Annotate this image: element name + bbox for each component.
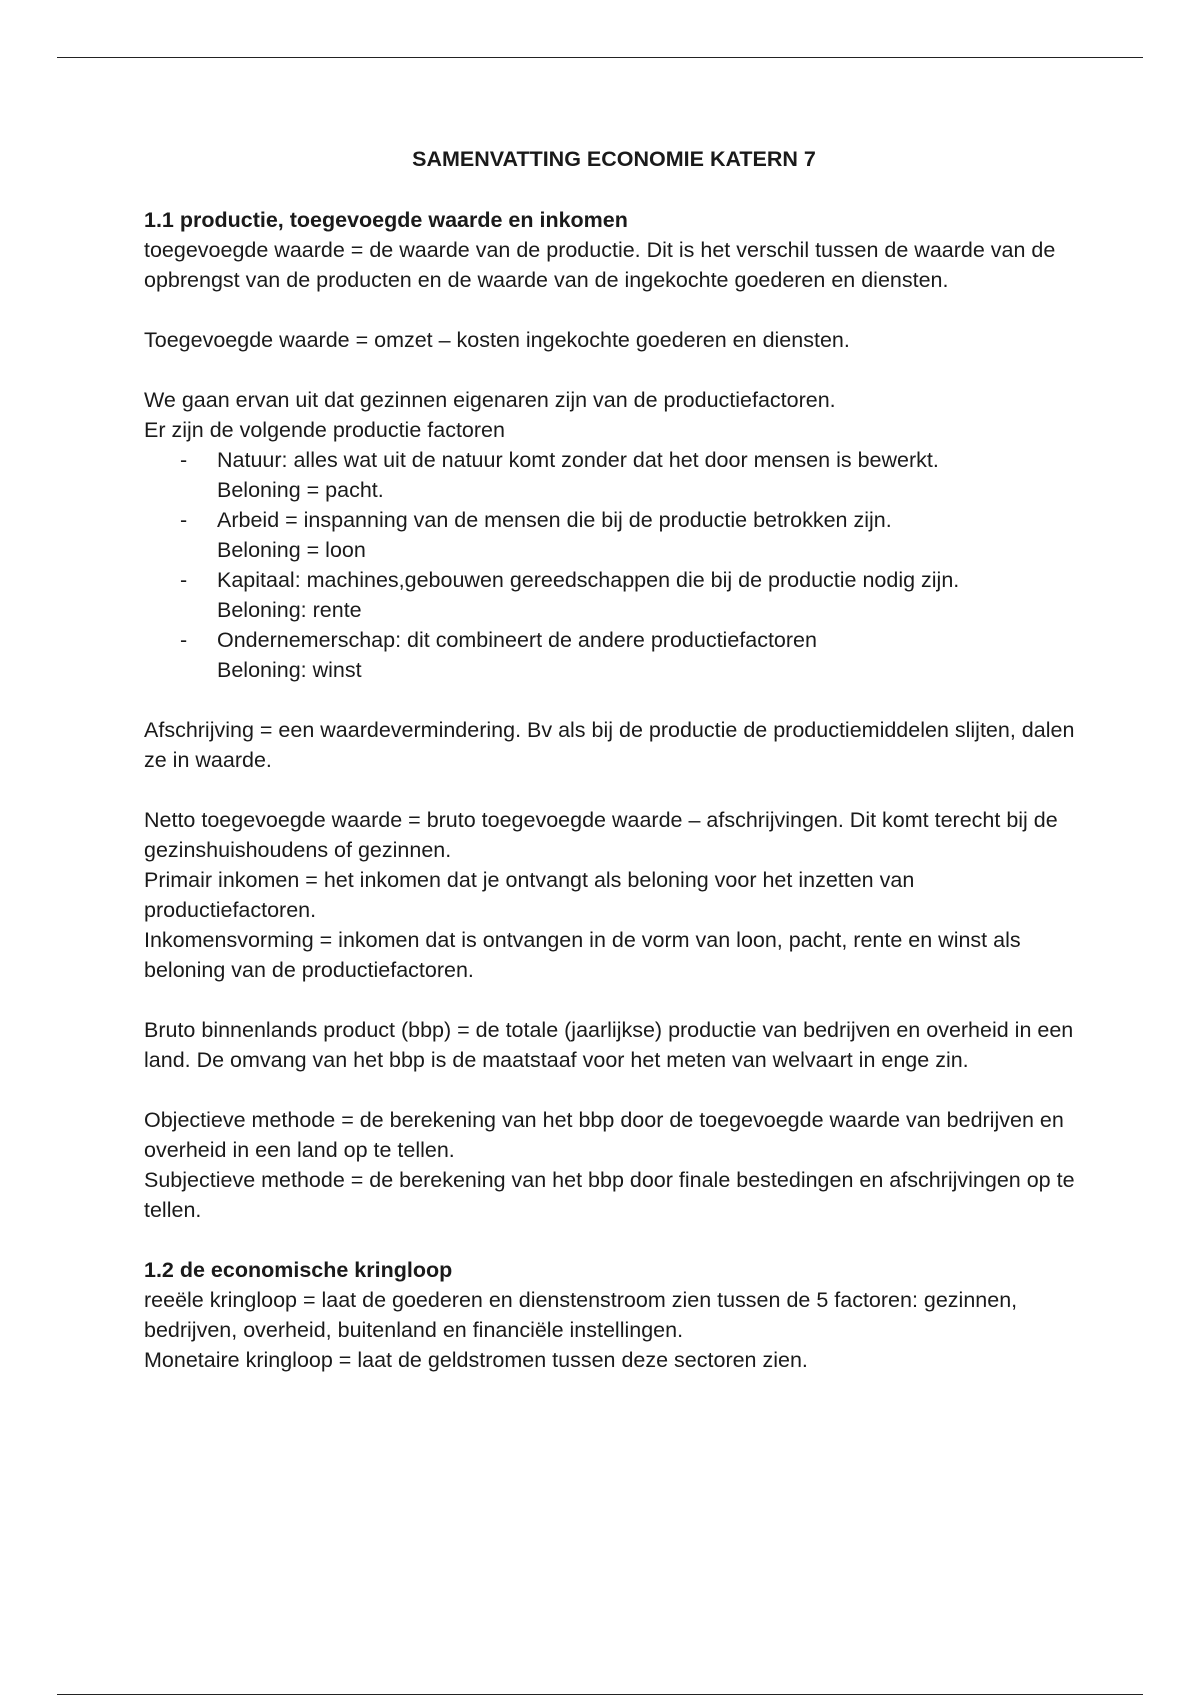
document-title: SAMENVATTING ECONOMIE KATERN 7 [412,147,816,171]
paragraph-toegevoegde-waarde: toegevoegde waarde = de waarde van de productie. Dit is het verschil tussen de waarde van de opbrengst van de producten en de waarde van de ingekochte goederen en diensten. [144,238,1056,292]
paragraph-formula: Toegevoegde waarde = omzet – kosten ingekochte goederen en diensten. [144,328,850,352]
paragraph-gezinnen: We gaan ervan uit dat gezinnen eigenaren zijn van de productiefactoren. [144,388,836,412]
bullet-dash: - [180,508,188,532]
footer-rule [57,1694,1143,1695]
paragraph-objectieve-methode: Objectieve methode = de berekening van het bbp door de toegevoegde waarde van bedrijven en overheid in een land op te tellen. [144,1108,1064,1162]
paragraph-netto-toegevoegde-waarde: Netto toegevoegde waarde = bruto toegevoegde waarde – afschrijvingen. Dit komt terecht bij de gezinshuishoudens of gezinnen. [144,808,1058,862]
paragraph-productiefactoren-intro: Er zijn de volgende productie factoren [144,418,505,442]
list-item-reward: Beloning: winst [217,658,362,682]
section-heading-1-1: 1.1 productie, toegevoegde waarde en inkomen [144,208,628,232]
list-item-reward: Beloning: rente [217,598,362,622]
productiefactoren-list [144,445,1084,685]
list-item [144,445,1084,505]
paragraph-bbp: Bruto binnenlands product (bbp) = de totale (jaarlijkse) productie van bedrijven en overheid in een land. De omvang van het bbp is de maatstaaf voor het meten van welvaart in enge zin. [144,1018,1074,1072]
document-body [144,144,1084,1375]
list-item-reward: Beloning = loon [217,538,366,562]
paragraph-afschrijving: Afschrijving = een waardevermindering. Bv als bij de productie de productiemiddelen slijten, dalen ze in waarde. [144,718,1075,772]
bullet-dash: - [180,568,188,592]
bullet-dash: - [180,448,188,472]
list-item-text: Natuur: alles wat uit de natuur komt zonder dat het door mensen is bewerkt. [217,448,939,472]
list-item [144,505,1084,565]
paragraph-reele-kringloop: reeële kringloop = laat de goederen en dienstenstroom zien tussen de 5 factoren: gezinnen, bedrijven, overheid, buitenland en financiële instellingen. [144,1288,1018,1342]
paragraph-primair-inkomen: Primair inkomen = het inkomen dat je ontvangt als beloning voor het inzetten van productiefactoren. [144,868,915,922]
paragraph-subjectieve-methode: Subjectieve methode = de berekening van het bbp door finale bestedingen en afschrijvingen op te tellen. [144,1168,1075,1222]
list-item [144,565,1084,625]
header-rule [57,57,1143,58]
section-heading-1-2: 1.2 de economische kringloop [144,1258,453,1282]
paragraph-inkomensvorming: Inkomensvorming = inkomen dat is ontvangen in de vorm van loon, pacht, rente en winst als beloning van de productiefactoren. [144,928,1021,982]
list-item [144,625,1084,685]
list-item-reward: Beloning = pacht. [217,478,384,502]
list-item-text: Ondernemerschap: dit combineert de andere productiefactoren [217,628,817,652]
list-item-text: Arbeid = inspanning van de mensen die bij de productie betrokken zijn. [217,508,892,532]
list-item-text: Kapitaal: machines,gebouwen gereedschappen die bij de productie nodig zijn. [217,568,960,592]
paragraph-monetaire-kringloop: Monetaire kringloop = laat de geldstromen tussen deze sectoren zien. [144,1348,808,1372]
bullet-dash: - [180,628,188,652]
